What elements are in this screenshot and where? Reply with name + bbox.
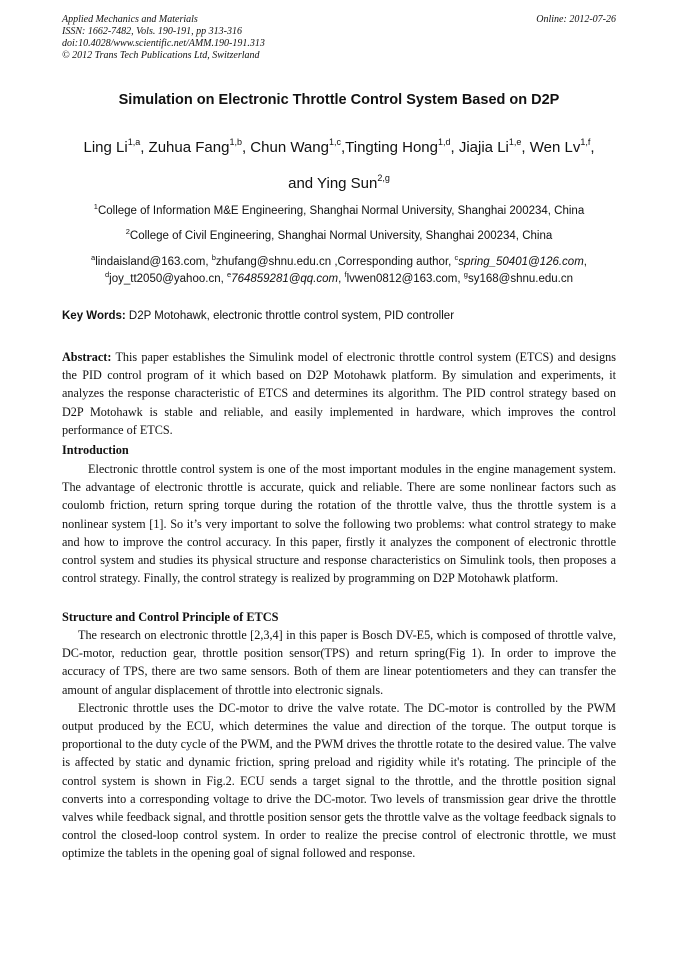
section-heading-structure: Structure and Control Principle of ETCS — [62, 610, 279, 624]
email-c: spring_50401@126.com — [458, 256, 584, 268]
author-name: Chun Wang — [250, 139, 329, 156]
email-d: joy_tt2050@yahoo.cn, — [109, 273, 224, 285]
abstract-text: This paper establishes the Simulink model of electronic throttle control system (ETCS) and designs the PID control program of it which based on D2P Motohawk platform. By simulation and experiments, it analyzes the response characteristic of ETCS and determines its algorithm. The PID control strategy based on D2P Motohawk is stable and reliable, and easily implemented in hardware, which improves the control performance of ETCS. — [62, 350, 616, 437]
author-name: Jiajia Li — [458, 139, 509, 156]
paragraph: The research on electronic throttle [2,3,4] in this paper is Bosch DV-E5, which is composed of throttle valve, DC-motor, reduction gear, throttle position sensor(TPS) and return spring(Fig 1). In order to improve the accuracy of TPS, there are two same sensors. Both of them are linear potentiometers and they can transfer the amount of angular displacement of throttle into electronic signals. — [62, 628, 616, 697]
author-sup: 1,d — [437, 137, 451, 147]
email-list: $^a$lindaisland@163.com, $^b$zhufang@shnu.edu.cn ,Corresponding author, $^c$spring_50401@126.com, $^d$joy_tt2050@yahoo.cn, $^e$764859281@qq.com, $^f$lvwen0812@163.com, $^g$sy168@shnu.edu.cn — [91, 253, 587, 285]
paragraph: Electronic throttle control system is one of the most important modules in the engine management system. The advantage of electronic throttle is accurate, quick and reliable. There are some nonlinear factors such as coulomb friction, return spring torque during the rotation of the throttle valve, thus the throttle system is a nonlinear system [1]. So it’s very important to solve the following two problems: what control strategy to make and how to improve the control accuracy. In this paper, firstly it analyzes the component of electronic throttle control system and studies its physical structure and response characteristics on Simulink tools, then proposes a control strategy. Finally, the control strategy is realized by programming on D2P Motohawk platform. — [62, 462, 616, 586]
author-sup: 1,e — [508, 137, 522, 147]
email-f: lvwen0812@163.com, — [346, 273, 461, 285]
email-g: sy168@shnu.edu.cn — [467, 273, 573, 285]
author-sup: 1,b — [229, 137, 242, 147]
structure-body — [62, 626, 616, 863]
doi-line: doi:10.4028/www.scientific.net/AMM.190-191.313 — [62, 38, 265, 49]
affiliation-1: $^1$College of Information M&E Engineering, Shanghai Normal University, Shanghai 200234, China — [93, 202, 585, 217]
author-sup: 2,g — [377, 173, 390, 183]
journal-name: Applied Mechanics and Materials — [62, 14, 198, 25]
author-sup: 1,c — [328, 137, 341, 147]
issn-line: ISSN: 1662-7482, Vols. 190-191, pp 313-316 — [62, 26, 242, 37]
copyright-line: © 2012 Trans Tech Publications Ltd, Switzerland — [62, 50, 260, 61]
abstract — [62, 348, 616, 439]
introduction-body — [62, 460, 616, 587]
section-heading-introduction: Introduction — [62, 443, 129, 457]
affiliation-2: $^2$College of Civil Engineering, Shanghai Normal University, Shanghai 200234, China — [125, 227, 553, 242]
journal-header — [62, 14, 616, 62]
author-name: Tingting Hong — [345, 139, 438, 156]
author-name: Ling Li — [83, 139, 128, 156]
email-a: lindaisland@163.com, — [95, 256, 209, 268]
author-name: Wen Lv — [529, 139, 581, 156]
author-list: Ling Li$^{1,a}$, Zuhua Fang$^{1,b}$, Chun Wang$^{1,c}$,Tingting Hong$^{1,d}$, Jiajia Li$^{1,e}$, Wen Lv$^{1,f}$, and Ying Sun$^{2,g}$ — [83, 137, 595, 192]
author-name: Zuhua Fang — [148, 139, 230, 156]
keywords — [62, 310, 616, 322]
online-date: Online: 2012-07-26 — [536, 14, 616, 25]
email-e: 764859281@qq.com — [231, 273, 339, 285]
author-sup: 1,a — [127, 137, 141, 147]
keywords-text: D2P Motohawk, electronic throttle control system, PID controller — [128, 310, 455, 322]
keywords-label: Key Words: — [62, 310, 126, 322]
abstract-label: Abstract: — [62, 350, 112, 364]
email-b: zhufang@shnu.edu.cn ,Corresponding author, — [215, 256, 452, 268]
author-sup: 1,f — [580, 137, 591, 147]
paragraph: Electronic throttle uses the DC-motor to drive the valve rotate. The DC-motor is controlled by the PWM output produced by the ECU, which determines the value and direction of the torque. The output torque is proportional to the duty cycle of the PWM, and the PWM drives the throttle rotate to the desired value. The valve is affected by static and dynamic friction, spring preload and rigidity while it's rotating. The principle of the control system is shown in Fig.2. ECU sends a target signal to the throttle, and the throttle position signal converts into a corresponding voltage to drive the DC-motor. Two levels of transmission gear drive the throttle valves while feedback signal, and throttle position sensor gets the throttle valve as the voltage feedback signals to control the closed-loop control system. In order to realize the precise control of electronic throttle, we must optimize the tablets in the opening goal of signal followed and response. — [62, 700, 616, 861]
paper-title: Simulation on Electronic Throttle Control System Based on D2P — [118, 92, 560, 108]
author-name: Ying Sun — [317, 175, 378, 192]
